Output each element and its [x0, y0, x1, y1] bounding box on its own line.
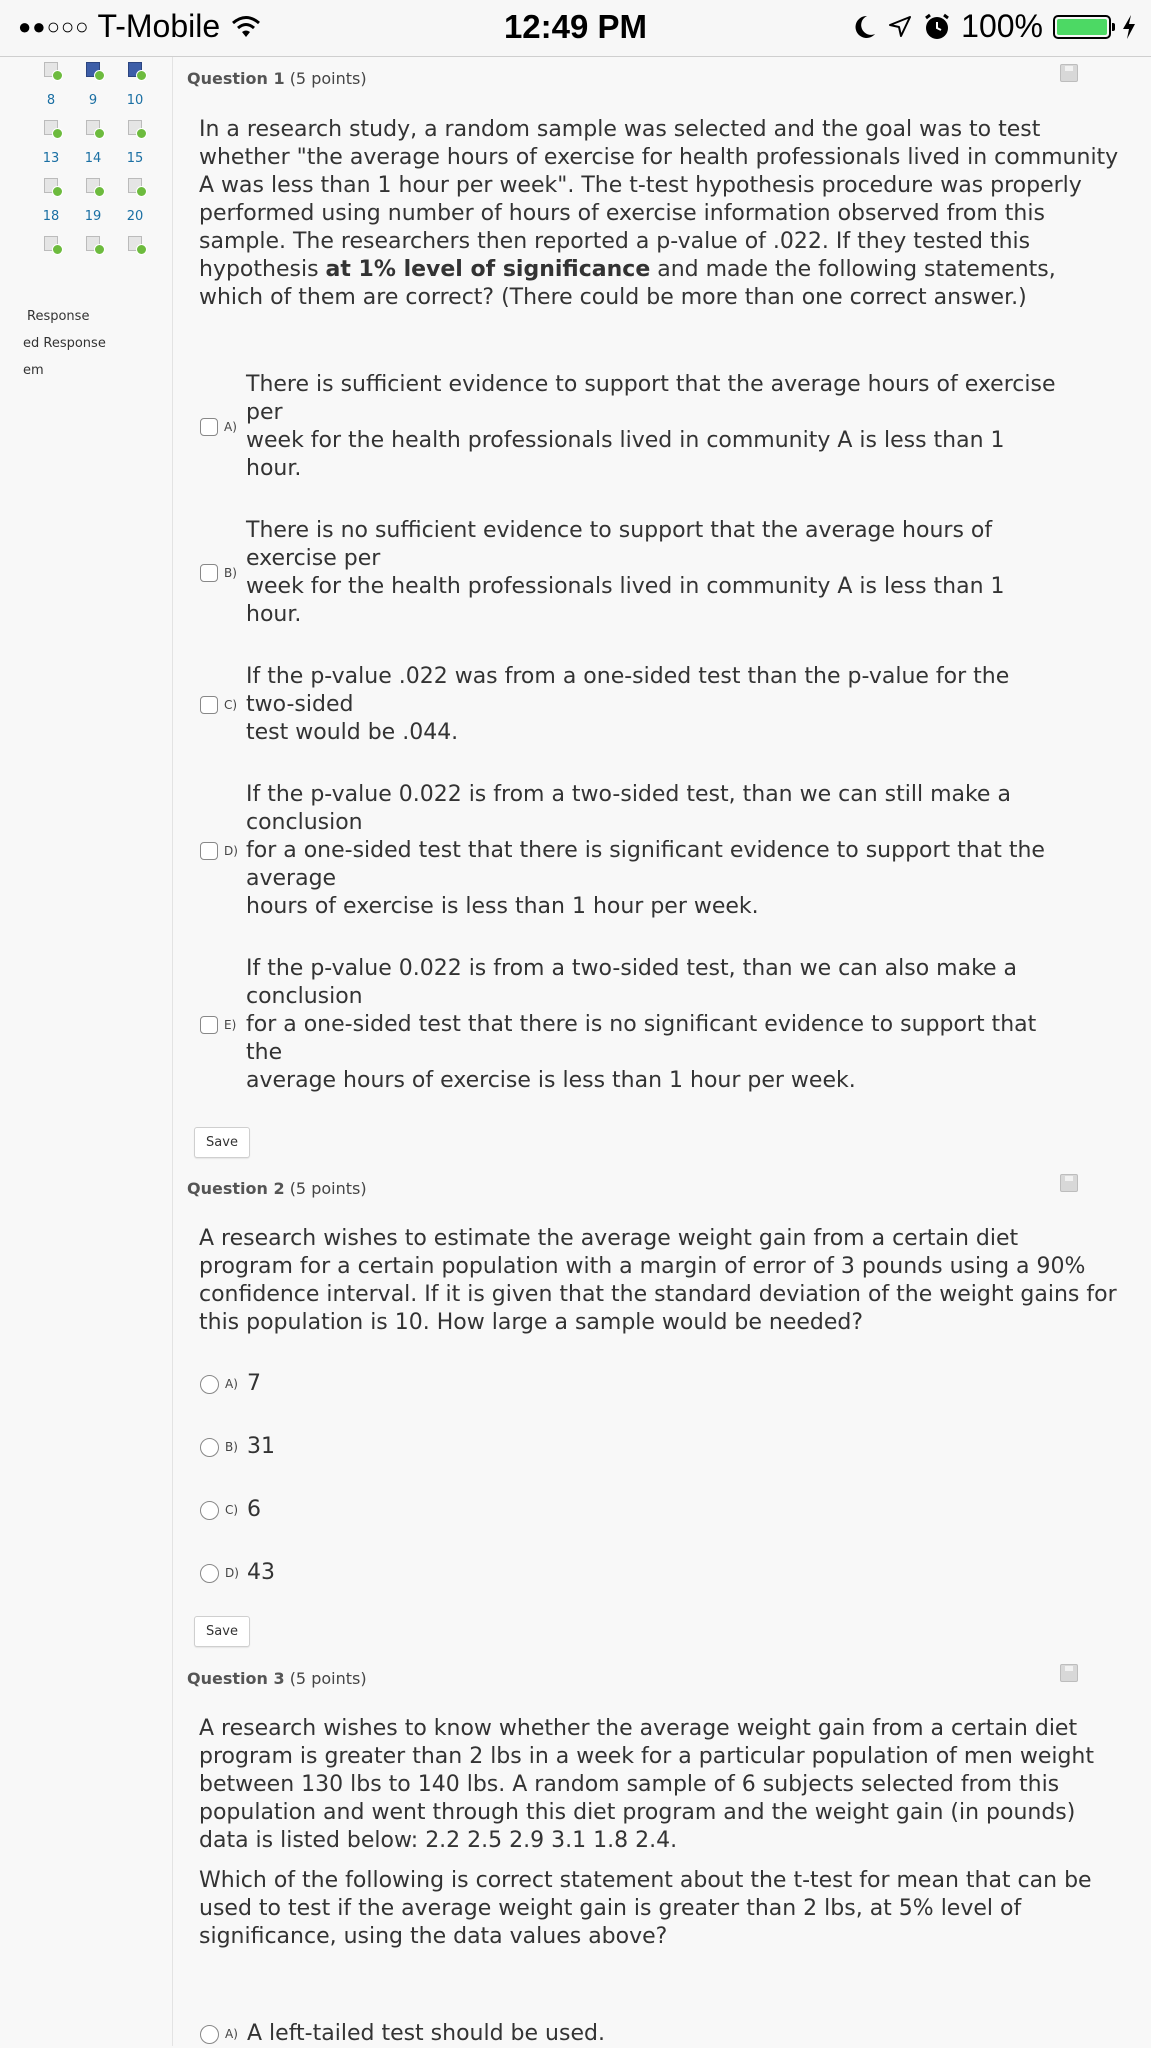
question-3-header [187, 1669, 367, 1688]
save-button[interactable]: Save [194, 1127, 250, 1158]
grid-icon-row [30, 231, 160, 260]
option-letter: A) [224, 420, 237, 434]
answered-doc-icon[interactable] [44, 178, 58, 193]
save-button[interactable]: Save [194, 1616, 250, 1647]
question-link[interactable]: 20 [126, 209, 144, 224]
save-status-icon [1060, 1664, 1078, 1682]
answered-doc-icon[interactable] [86, 120, 100, 135]
option-letter: B) [224, 566, 237, 580]
option-radio[interactable] [200, 2025, 219, 2044]
answered-doc-icon[interactable] [44, 120, 58, 135]
status-bar [0, 0, 1151, 57]
question-link[interactable]: 14 [84, 151, 102, 166]
answered-doc-icon[interactable] [44, 236, 58, 251]
question-link[interactable]: 8 [46, 93, 56, 108]
question-link[interactable]: 15 [126, 151, 144, 166]
option-d[interactable] [200, 781, 1045, 921]
question-link[interactable]: 13 [42, 151, 60, 166]
question-points: (5 points) [289, 1179, 367, 1198]
question-text: A research wishes to know whether the average weight gain from a certain diet program is greater than 2 lbs in a week for a particular population of men weight between 130 lbs to 140 lbs. A random sample of 6 subjects selected from this population and went through this diet program and the weight gain (in pounds) data is listed below: 2.2 2.5 2.9 3.1 1.8 2.4. [199, 1716, 1094, 1853]
option-checkbox[interactable] [200, 842, 218, 860]
question-link[interactable]: 18 [42, 209, 60, 224]
alarm-clock-icon [923, 13, 951, 41]
question-points: (5 points) [289, 1669, 367, 1688]
option-text: A left-tailed test should be used. [247, 2021, 605, 2046]
option-text: There is sufficient evidence to support that the average hours of exercise per week for the health professionals lived in community A is less than 1 hour. [246, 372, 1056, 481]
option-text: 31 [247, 1434, 275, 1459]
option-checkbox[interactable] [200, 696, 218, 714]
legend-response[interactable]: Response [27, 309, 90, 324]
question-text: Which of the following is correct statement about the t-test for mean that can be used to test if the average weight gain is greater than 2 lbs, at 5% level of significance, using the data values above? [199, 1868, 1092, 1949]
option-letter: B) [225, 1440, 238, 1454]
answered-doc-icon[interactable] [128, 120, 142, 135]
option-letter: D) [225, 1566, 239, 1580]
battery-percent: 100% [961, 8, 1043, 44]
question-link[interactable]: 10 [126, 93, 144, 108]
option-checkbox[interactable] [200, 564, 218, 582]
question-text: and made the following statements, which of them are correct? (There could be more than one correct answer.) [199, 257, 1056, 310]
option-text: If the p-value 0.022 is from a two-sided test, than we can also make a conclusion for a one-sided test that there is no significant evidence to support that the average hours of exercise is less than 1 hour per week. [246, 956, 1037, 1093]
option-text: 43 [247, 1560, 275, 1585]
question-grid [30, 57, 160, 260]
option-radio[interactable] [200, 1564, 219, 1583]
option-a[interactable] [200, 1370, 261, 1398]
carrier-name: T-Mobile [97, 8, 221, 44]
save-status-icon [1060, 64, 1078, 82]
option-letter: A) [225, 1377, 238, 1391]
option-text: 7 [247, 1371, 261, 1396]
option-radio[interactable] [200, 1501, 219, 1520]
question-text: In a research study, a random sample was selected and the goal was to test whether "the average hours of exercise for health professionals lived in community A was less than 1 hour per week". The t-test hypothesis procedure was properly performed using number of hours of exercise information observed from this sample. The researchers then reported a p-value of .022. If they tested this hypothesis [199, 117, 1119, 282]
question-3-text [199, 1715, 1119, 1951]
option-text: 6 [247, 1497, 261, 1522]
question-title: Question 3 [187, 1669, 285, 1688]
question-1-text [199, 116, 1119, 312]
option-checkbox[interactable] [200, 418, 218, 436]
option-letter: C) [225, 1503, 239, 1517]
status-icons [853, 8, 1137, 45]
legend-saved-response[interactable]: ed Response [23, 336, 106, 351]
option-b[interactable] [200, 517, 1005, 629]
location-arrow-icon [887, 14, 913, 40]
grid-number-row [30, 86, 160, 115]
saved-disk-icon[interactable] [128, 62, 142, 77]
option-letter: C) [224, 698, 238, 712]
option-radio[interactable] [200, 1438, 219, 1457]
question-text-emphasis: at 1% level of significance [325, 257, 651, 282]
clock: 12:49 PM [503, 8, 648, 45]
save-status-icon [1060, 1174, 1078, 1192]
option-checkbox[interactable] [200, 1016, 218, 1034]
question-link[interactable]: 9 [88, 93, 98, 108]
legend-item[interactable]: em [23, 363, 44, 378]
option-b[interactable] [200, 1433, 275, 1461]
question-2-header [187, 1179, 367, 1198]
option-text: There is no sufficient evidence to support that the average hours of exercise per week for the health professionals lived in community A is less than 1 hour. [246, 518, 1005, 627]
question-points: (5 points) [289, 69, 367, 88]
quiz-content [173, 57, 1151, 2046]
charging-bolt-icon [1121, 14, 1137, 40]
option-letter: E) [224, 1018, 237, 1032]
option-c[interactable] [200, 1496, 261, 1524]
grid-icon-row [30, 173, 160, 202]
answered-doc-icon[interactable] [128, 178, 142, 193]
battery-icon [1053, 15, 1111, 39]
option-letter: A) [225, 2027, 238, 2041]
option-d[interactable] [200, 1559, 275, 1587]
option-e[interactable] [200, 955, 1036, 1095]
grid-icon-row [30, 57, 160, 86]
answered-doc-icon[interactable] [44, 62, 58, 77]
answered-doc-icon[interactable] [86, 236, 100, 251]
question-link[interactable]: 19 [84, 209, 102, 224]
saved-disk-icon[interactable] [86, 62, 100, 77]
question-navigator [0, 57, 173, 2046]
question-1-header [187, 69, 367, 88]
question-text: A research wishes to estimate the average weight gain from a certain diet program for a certain population with a margin of error of 3 pounds using a 90% confidence interval. If it is given that the standard deviation of the weight gains for this population is 10. How large a sample would be needed? [199, 1226, 1117, 1335]
moon-icon [853, 14, 877, 40]
option-a[interactable] [200, 2020, 605, 2048]
signal-strength-icon: ●●○○○ [18, 13, 90, 39]
option-a[interactable] [200, 371, 1056, 483]
option-text: If the p-value 0.022 is from a two-sided test, than we can still make a conclusion for a one-sided test that there is significant evidence to support that the average hours of exercise is less than 1 hour per week. [246, 782, 1045, 919]
grid-icon-row [30, 115, 160, 144]
question-2-text [199, 1225, 1119, 1337]
option-radio[interactable] [200, 1375, 219, 1394]
option-letter: D) [224, 844, 238, 858]
answered-doc-icon[interactable] [128, 236, 142, 251]
answered-doc-icon[interactable] [86, 178, 100, 193]
grid-number-row [30, 202, 160, 231]
option-text: If the p-value .022 was from a one-sided test than the p-value for the two-sided test would be .044. [246, 664, 1010, 745]
grid-number-row [30, 144, 160, 173]
option-c[interactable] [200, 663, 1009, 747]
question-title: Question 1 [187, 69, 285, 88]
question-title: Question 2 [187, 1179, 285, 1198]
